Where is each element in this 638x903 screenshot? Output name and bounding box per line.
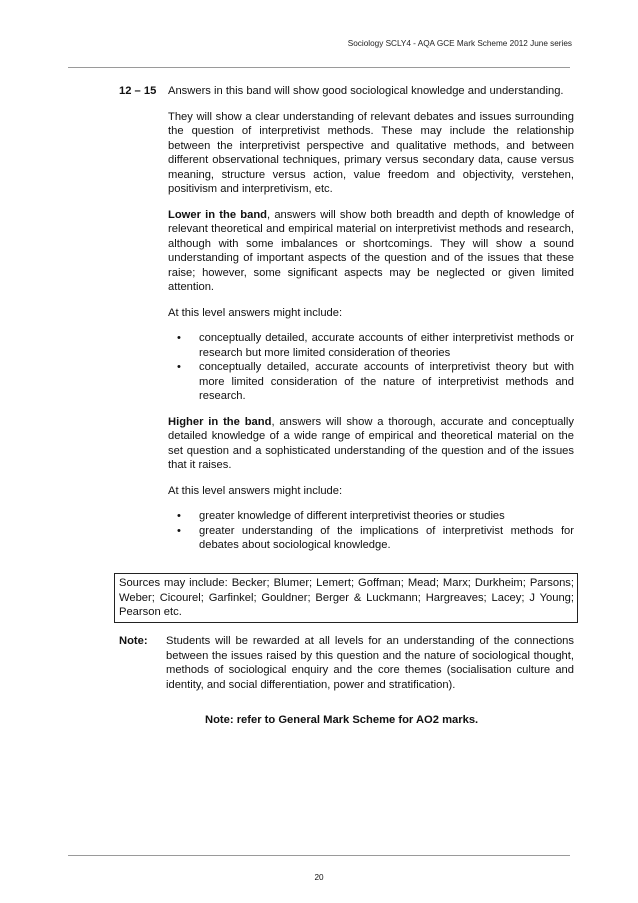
mark-band-label: 12 – 15 <box>119 85 157 97</box>
sources-box: Sources may include: Becker; Blumer; Lemert; Goffman; Mead; Marx; Durkheim; Parsons; Weber; Cicourel; Garfinkel; Gouldner; Berger & Luckmann; Hargreaves; Lacey; J Young; Pearson etc. <box>114 573 578 623</box>
band-descriptor <box>168 84 574 564</box>
higher-band-paragraph <box>168 415 574 473</box>
lower-band-bullet-list <box>168 331 574 404</box>
bullet-icon: • <box>177 510 181 522</box>
note-label: Note: <box>119 635 148 647</box>
bullet-icon: • <box>177 524 181 537</box>
higher-band-bullet-list <box>168 509 574 553</box>
page-number: 20 <box>314 873 324 882</box>
footer-rule <box>68 855 570 856</box>
lower-band-heading: Lower in the band <box>168 208 268 221</box>
bullet-icon: • <box>177 332 181 344</box>
list-item-text: conceptually detailed, accurate accounts of either interpretivist methods or research but more limited consideration of theories <box>199 332 574 359</box>
list-item <box>168 509 574 524</box>
might-include-higher: At this level answers might include: <box>168 484 343 497</box>
list-item-text: greater knowledge of different interpretivist theories or studies <box>199 510 505 522</box>
list-item-text: conceptually detailed, accurate accounts of interpretivist theory but with more limited consideration of the nature of interpretivist methods and research. <box>199 361 574 402</box>
list-item <box>168 360 574 404</box>
band-intro-paragraph: Answers in this band will show good sociological knowledge and understanding. <box>168 85 564 97</box>
lower-band-text: , answers will show both breadth and depth of knowledge of relevant theoretical and empirical material on interpretivist methods and research, although with some imbalances or shortcomings. They will show a sound understanding of important aspects of the question and of the issues that these raise; however, some significant aspects may be neglected or given limited attention. <box>168 208 574 293</box>
understanding-paragraph: They will show a clear understanding of relevant debates and issues surrounding the question of interpretivist methods. These may include the relationship between the interpretivist perspective and qualitative methods, and between different observational techniques, primary versus secondary data, cause versus meaning, structure versus action, value freedom and objectivity, verstehen, positivism and interpretivism, etc. <box>168 110 574 195</box>
list-item <box>168 524 574 553</box>
running-header: Sociology SCLY4 - AQA GCE Mark Scheme 2012 June series <box>347 39 572 48</box>
lower-band-paragraph <box>168 208 574 295</box>
ao2-reference-note: Note: refer to General Mark Scheme for AO2 marks. <box>205 714 479 726</box>
might-include-lower: At this level answers might include: <box>168 306 343 319</box>
list-item <box>168 331 574 360</box>
note-body: Students will be rewarded at all levels for an understanding of the connections between the issues raised by this question and the nature of sociological thought, methods of sociological enquiry and the core themes (socialisation culture and identity, and social differentiation, power and stratification). <box>166 635 574 691</box>
header-rule <box>68 67 570 68</box>
higher-band-text: , answers will show a thorough, accurate and conceptually detailed knowledge of a wide range of empirical and theoretical material on the set question and a sophisticated understanding of the question and of the issues that it raises. <box>168 415 574 471</box>
bullet-icon: • <box>177 361 181 373</box>
list-item-text: greater understanding of the implications of interpretivist methods for debates about sociological knowledge. <box>199 524 574 551</box>
higher-band-heading: Higher in the band <box>168 415 272 428</box>
